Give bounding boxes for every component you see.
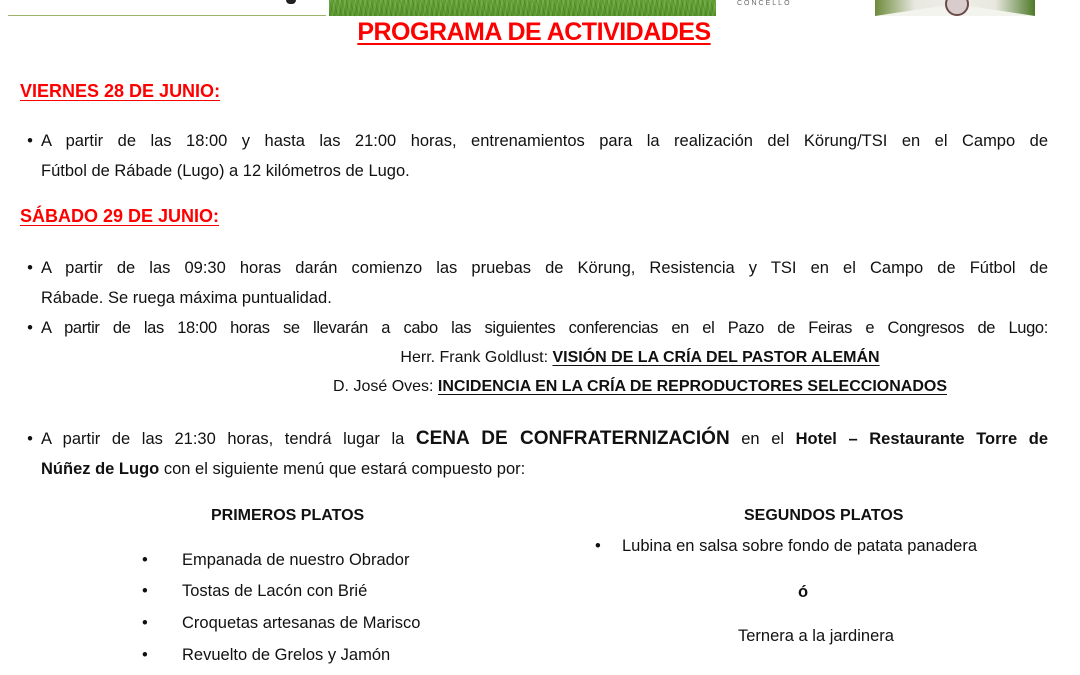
club-emblem-image [875,0,1035,16]
second-course-option2: Ternera a la jardinera [738,627,894,645]
saturday-item-dinner [20,424,1048,484]
dinner-event-name: CENA DE CONFRATERNIZACIÓN [415,428,730,449]
first-course-label: Revuelto de Grelos y Jamón [182,646,391,664]
second-course-option1: Lubina en salsa sobre fondo de patata panadera [622,537,978,555]
conference-topic-2: INCIDENCIA EN LA CRÍA DE REPRODUCTORES SELECCIONADOS [437,378,947,395]
dinner-mid-text: en el [729,430,796,448]
saturday-item-tests [20,253,1048,313]
saturday-item-tests-line1: A partir de las 09:30 horas darán comienzo las pruebas de Körung, Resistencia y TSI en el Campo de Fútbol de [41,259,1048,277]
bullet-icon: • [142,582,148,600]
first-course-item [142,614,420,633]
friday-item-line2: Fútbol de Rábade (Lugo) a 12 kilómetros de Lugo. [41,162,410,180]
conference-speaker-1: Herr. Frank Goldlust: [400,349,553,366]
conference-line-2 [0,378,1080,396]
header-banner-left [8,0,326,16]
bullet-icon: • [142,614,148,632]
conference-speaker-2: D. José Oves: [333,378,438,395]
dinner-pre-text: A partir de las 21:30 horas, tendrá lugar la [41,430,416,448]
first-course-item [142,646,390,665]
friday-item-line1: A partir de las 18:00 y hasta las 21:00 horas, entrenamientos para la realización del Körung/TSI en el Campo de [41,132,1048,150]
first-course-item [142,551,409,570]
bullet-icon: • [142,551,148,569]
dinner-venue-part1: Hotel – Restaurante Torre de [795,430,1048,448]
page-title [0,18,1068,47]
first-course-label: Empanada de nuestro Obrador [182,551,410,569]
bullet-icon: • [27,132,33,150]
bullet-icon: • [27,430,33,448]
banner-logo-fragment [286,0,296,4]
friday-heading-text: VIERNES 28 DE JUNIO: [20,81,221,101]
first-courses-heading: PRIMEROS PLATOS [211,507,365,524]
bullet-icon: • [27,319,33,337]
second-courses-heading: SEGUNDOS PLATOS [744,507,904,524]
dinner-line1 [41,424,1048,454]
saturday-heading-text: SÁBADO 29 DE JUNIO: [20,206,220,226]
page-title-text: PROGRAMA DE ACTIVIDADES [357,18,711,46]
saturday-item-conferences [20,313,1048,343]
saturday-item-conferences-line1: A partir de las 18:00 horas se llevarán a cabo las siguientes conferencias en el Pazo de Feiras e Congresos de Lugo: [41,319,1048,337]
bullet-icon: • [27,259,33,277]
first-course-item [142,582,367,601]
conference-line-1 [0,349,1080,367]
dinner-line2 [41,454,1048,484]
saturday-item-tests-line2: Rábade. Se ruega máxima puntualidad. [41,289,332,307]
first-course-label: Croquetas artesanas de Marisco [182,614,421,632]
conference-topic-1: VISIÓN DE LA CRÍA DEL PASTOR ALEMÁN [552,349,880,366]
header-grass-image [329,0,716,16]
friday-item-training [20,126,1048,186]
second-course-or: ó [798,583,809,601]
first-course-label: Tostas de Lacón con Brié [182,582,368,600]
saturday-heading [20,206,219,227]
friday-heading [20,81,220,102]
concello-label: CONCELLO [737,0,792,7]
bullet-icon: • [595,537,601,555]
second-course-item [595,537,977,556]
dinner-venue-part2: Núñez de Lugo [41,460,160,478]
bullet-icon: • [142,646,148,664]
dinner-post-text: con el siguiente menú que estará compuesto por: [159,460,526,478]
